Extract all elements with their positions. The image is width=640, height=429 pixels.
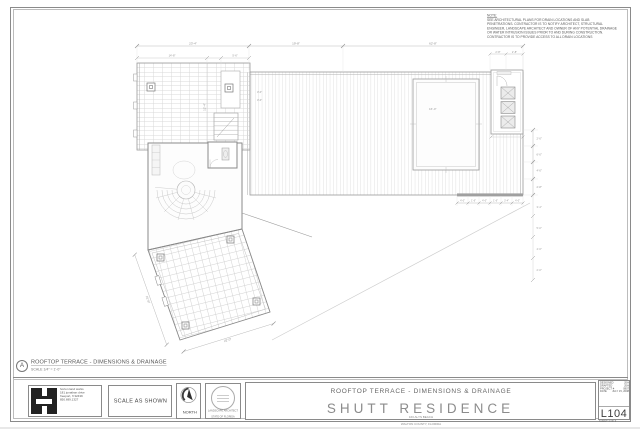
svg-text:14'-8": 14'-8" (168, 54, 176, 58)
plan-stairs (214, 113, 238, 140)
seal-caption2: STATE OF FLORIDA (211, 415, 235, 419)
north-arrow-icon (179, 386, 198, 405)
meta-label: PROJECT # (600, 387, 615, 391)
sheet-count: SHEET 4 OF 9 (599, 420, 617, 424)
svg-text:2'-0": 2'-0" (536, 137, 542, 141)
svg-text:3'-4": 3'-4" (536, 206, 542, 209)
plan-planter-structure (491, 70, 523, 134)
svg-text:4'-0": 4'-0" (460, 199, 465, 203)
svg-text:2'-8": 2'-8" (536, 186, 542, 189)
meta-label: DRAFTED (600, 384, 613, 388)
drawing-title: ROOFTOP TERRACE - DIMENSIONS & DRAINAGE (31, 359, 167, 365)
svg-text:1'-6": 1'-6" (471, 199, 476, 203)
drain-icon (182, 322, 189, 329)
dim-bottom (456, 196, 525, 206)
plan-pool (410, 76, 482, 173)
note-line: PENETRATIONS. CONTRACTOR IS TO NOTIFY ARCHITECT, STRUCTURAL (487, 22, 604, 27)
titleblock-divider (13, 377, 628, 378)
project-name: SHUTT RESIDENCE (326, 401, 515, 416)
svg-text:5'-0": 5'-0" (536, 227, 542, 230)
firm-name: horton land works (60, 388, 84, 391)
svg-text:3'-0": 3'-0" (257, 99, 263, 102)
note-line: ENGINEER, LANDSCAPE ARCHITECT AND OWNER OF ANY POTENTIAL DRAINAGE (487, 26, 618, 31)
svg-text:23'-4": 23'-4" (189, 41, 197, 46)
property-line (272, 203, 530, 340)
drain-icon (227, 236, 234, 243)
svg-text:19'-8": 19'-8" (292, 41, 300, 46)
small-room (208, 142, 237, 168)
svg-text:2'-0": 2'-0" (536, 269, 542, 272)
meta-value: JDH (623, 381, 629, 385)
drawing-title-label (16, 359, 302, 375)
professional-seal-icon (211, 386, 235, 410)
note-title: NOTE: (487, 14, 498, 18)
planter-icon (501, 102, 515, 114)
scale-box (108, 385, 172, 417)
svg-text:4'-0": 4'-0" (482, 199, 487, 203)
svg-text:6'-0": 6'-0" (536, 153, 542, 157)
planter-icon (501, 87, 515, 99)
plan-upper-terrace (134, 63, 251, 150)
meta-value: JULY 15, 2008 (612, 390, 629, 394)
svg-text:5'-6": 5'-6" (232, 54, 238, 58)
svg-text:3'-0": 3'-0" (257, 91, 263, 94)
firm-address2: freeport, fl 32439 (60, 395, 83, 398)
firm-phone: 850.699.1327 (60, 398, 79, 402)
meta-label: DATE (600, 390, 607, 394)
project-address1: 160 ALYS BEACH (408, 416, 433, 419)
drawing-scale: SCALE 1/4" = 1'-0" (31, 368, 61, 372)
sheet-number: L104 (600, 408, 628, 421)
svg-text:2'-8": 2'-8" (511, 50, 518, 54)
scale-note: SCALE AS SHOWN (113, 398, 167, 404)
seal-caption1: LANDSCAPE ARCHITECT (207, 409, 238, 413)
firm-info-box (28, 385, 102, 417)
sheet-title: ROOFTOP TERRACE - DIMENSIONS & DRAINAGE (330, 387, 511, 395)
svg-text:21'-6": 21'-6" (144, 295, 152, 304)
svg-text:1'-6": 1'-6" (493, 199, 498, 203)
svg-text:4'-0": 4'-0" (515, 199, 520, 203)
svg-text:22'-0": 22'-0" (223, 337, 232, 344)
drain-icon (147, 83, 155, 91)
svg-text:62'-8": 62'-8" (429, 41, 437, 46)
note-line: CONTRACTOR IS TO PROVIDE ACCESS TO ALL DRAIN LOCATIONS (487, 35, 593, 39)
meta-value: 0807 (623, 387, 629, 391)
meta-value: JDH (623, 384, 629, 388)
svg-text:3'-4": 3'-4" (504, 199, 509, 203)
firm-address1: 181 jonathan drive (60, 391, 85, 395)
note-line: SEE ARCHITECTURAL PLANS FOR DRAIN LOCATIONS AND SLAB (487, 18, 590, 22)
meta-label: DESIGNED (600, 381, 614, 385)
drain-icon (225, 84, 233, 92)
svg-text:4'-0": 4'-0" (536, 169, 542, 173)
north-box (176, 383, 201, 419)
terrace-dimension-label: 12'-4" (202, 103, 207, 111)
pool-dimension-label: 16'-0" (429, 107, 437, 111)
titleblock-divider-inner (13, 379, 628, 380)
titleblock-main (245, 382, 596, 426)
note-line: OR WATER INTRUSION ISSUES PRIOR TO AND DURING CONSTRUCTION. (487, 31, 604, 35)
detail-bubble: A (16, 360, 28, 372)
general-note (487, 14, 618, 66)
titleblock-meta (598, 380, 630, 424)
svg-text:2'-8": 2'-8" (495, 50, 501, 54)
svg-text:4'-6": 4'-6" (536, 248, 542, 251)
plan-main-deck (248, 72, 524, 196)
drain-icon (253, 298, 260, 305)
north-label: NORTH (182, 410, 197, 415)
firm-logo (31, 388, 57, 414)
project-address2: WALTON COUNTY, FLORIDA (400, 422, 441, 426)
planter-icon (501, 116, 515, 128)
drain-icon (157, 254, 164, 261)
seal-box (205, 383, 241, 419)
